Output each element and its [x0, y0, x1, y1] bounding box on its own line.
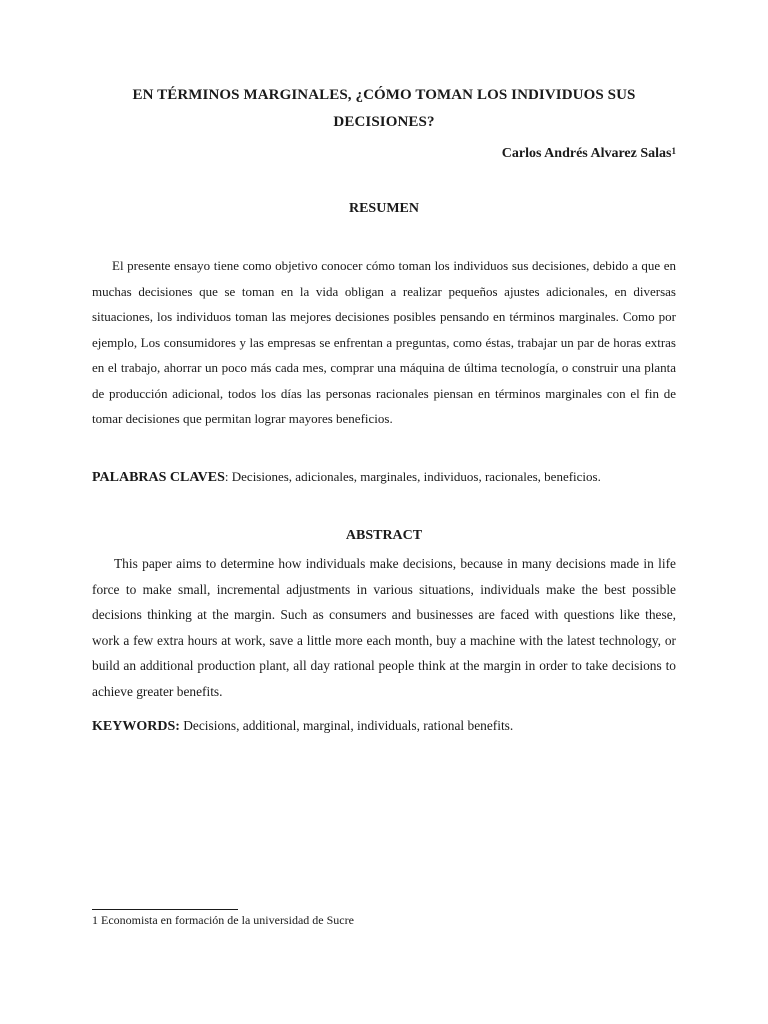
author-name: Carlos Andrés Alvarez Salas — [501, 146, 672, 161]
abstract-paragraph: This paper aims to determine how individuals make decisions, because in many decisions made in life force to make small, incremental adjustments in various situations, individuals make the best possible decisions thinking at the margin. Such as consumers and businesses are faced with questions like these, work a few extra hours at work, save a little more each month, buy a machine with the latest technology, or build an additional production plant, all day rational people think at the margin in order to take decisions to achieve greater benefits. — [92, 556, 676, 699]
keywords-text: Decisions, additional, marginal, individuals, rational benefits. — [179, 718, 514, 733]
author-footnote-marker: 1 — [671, 146, 676, 156]
resumen-paragraph: El presente ensayo tiene como objetivo conocer cómo toman los individuos sus decisiones, debido a que en muchas decisiones que se toman en la vida obligan a realizar pequeños ajustes adicionales, en diversas situaciones, los individuos toman las mejores decisiones posibles pensando en términos marginales. Como por ejemplo, Los consumidores y las empresas se enfrentan a preguntas, como éstas, trabajar un par de horas extras en el trabajo, ahorrar un poco más cada mes, comprar una máquina de última tecnología, o construir una planta de producción adicional, todos los días las personas racionales piensan en términos marginales con el fin de tomar decisiones que permitan lograr mayores beneficios. — [92, 258, 676, 426]
footnote — [92, 912, 354, 928]
footnote-separator — [92, 909, 238, 910]
keywords-label: KEYWORDS: — [92, 719, 180, 734]
footnote-text: Economista en formación de la universidad de Sucre — [98, 913, 354, 927]
abstract-heading: ABSTRACT — [345, 528, 423, 543]
author-line — [502, 144, 676, 164]
resumen-heading: RESUMEN — [348, 201, 419, 216]
palabras-claves-label: PALABRAS CLAVES — [92, 470, 225, 485]
paper-title: EN TÉRMINOS MARGINALES, ¿CÓMO TOMAN LOS INDIVIDUOS SUS DECISIONES? — [132, 87, 636, 130]
palabras-claves-text: : Decisiones, adicionales, marginales, individuos, racionales, beneficios. — [224, 469, 601, 484]
palabras-claves-line — [92, 464, 676, 491]
footnote-marker: 1 — [92, 913, 98, 927]
keywords-line — [92, 713, 676, 740]
